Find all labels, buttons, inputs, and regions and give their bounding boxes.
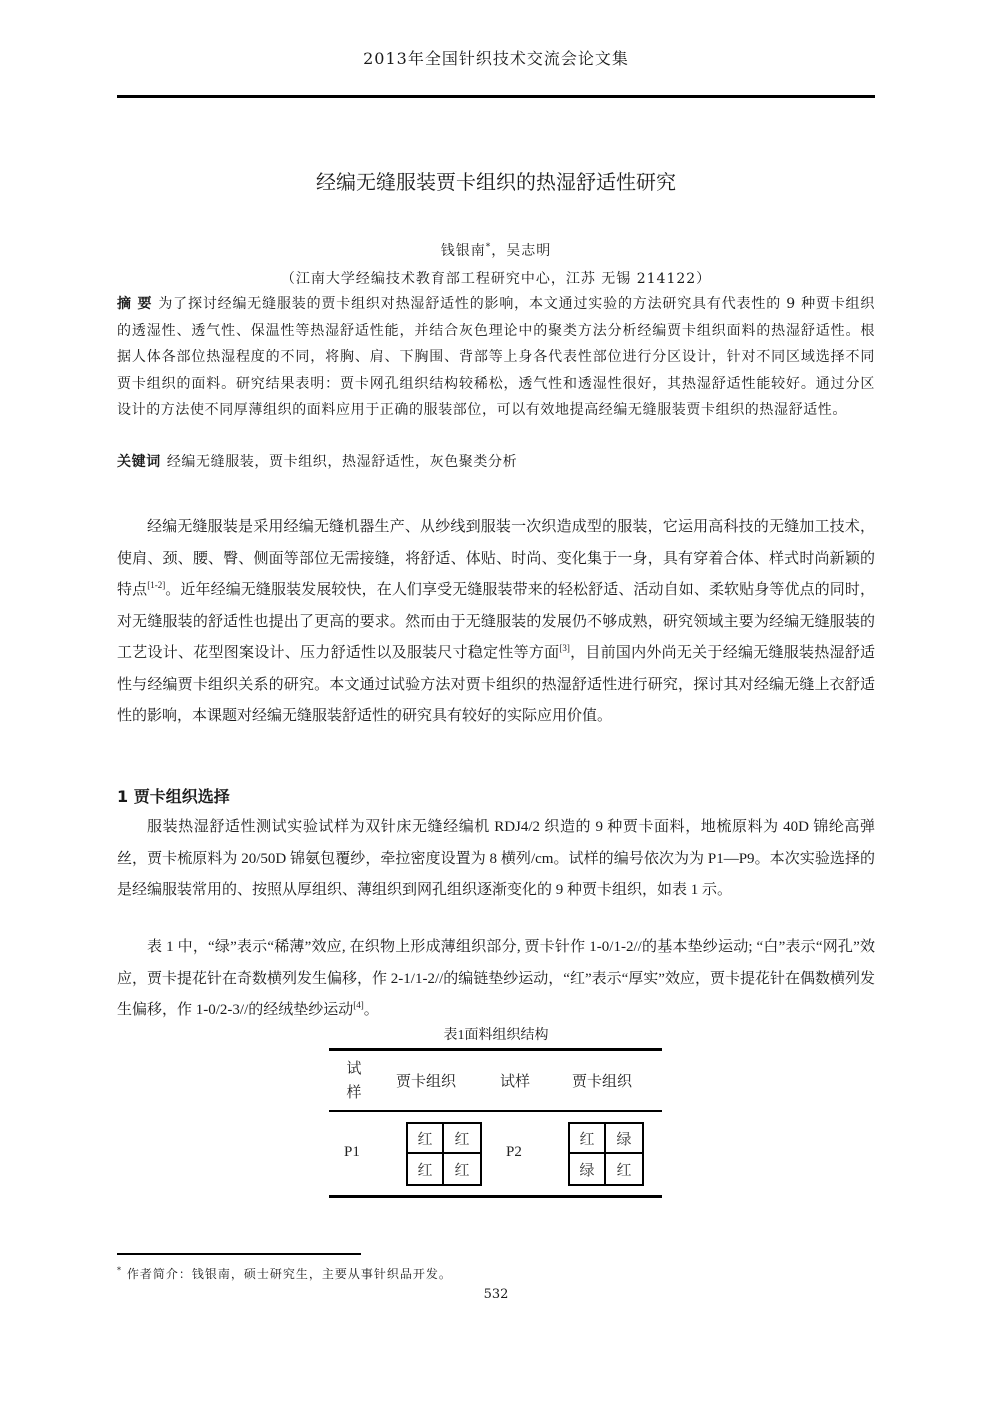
footnote-rule [117, 1253, 361, 1255]
author-footnote-mark: * [485, 242, 492, 253]
author-separator: ， [491, 243, 507, 259]
section-text: 表 1 中，“绿”表示“稀薄”效应, 在织物上形成薄组织部分, 贾卡针作 1-0/1-2//的基本垫纱运动; “白”表示“网孔”效应，贾卡提花针在奇数横列发生偏移，作 2-1/1-2//的编链垫纱运动，“红”表示“厚实”效应，贾卡提花针在偶数横列发生偏移，作 1-0/2-3//的经绒垫纱运动 [117, 939, 875, 1018]
page-number: 532 [483, 1287, 509, 1302]
citation: [1-2] [147, 580, 166, 590]
jacquard-grid [568, 1122, 644, 1186]
section-text: 。 [363, 1002, 379, 1018]
affiliation: （江南大学经编技术教育部工程研究中心，江苏 无锡 214122） [280, 271, 712, 287]
footnote-mark: * [117, 1266, 122, 1275]
running-header: 2013年全国针织技术交流会论文集 [363, 49, 629, 68]
intro-paragraph [117, 512, 875, 733]
intro-text: 。近年经编无缝服装发展较快，在人们享受无缝服装带来的轻松舒适、活动自如、柔软贴身等优点的同时，对无缝服装的舒适性也提出了更高的要求。然而由于无缝服装的发展仍不够成熟，研究领域主要为经编无缝服装的工艺设计、花型图案设计、压力舒适性以及服装尺寸稳定性等方面 [117, 582, 875, 661]
paper-title: 经编无缝服装贾卡组织的热湿舒适性研究 [316, 170, 676, 194]
grid-cell: 红 [444, 1124, 480, 1154]
footnote-text: 作者简介：钱银南，硕士研究生，主要从事针织品开发。 [126, 1267, 452, 1281]
table-header-sample: 试样 [500, 1072, 531, 1090]
abstract [117, 291, 875, 424]
header-rule [117, 95, 875, 98]
grid-cell: 红 [408, 1154, 444, 1184]
citation: [3] [559, 643, 570, 653]
author-name: 钱银南 [440, 243, 486, 259]
table-header-sample: 试样 [346, 1059, 362, 1101]
table-header-jacquard: 贾卡组织 [396, 1072, 457, 1090]
table-top-rule [329, 1048, 662, 1051]
intro-text: ，目前国内外尚无关于经编无缝服装热湿舒适性与经编贾卡组织关系的研究。本文通过试验方法对贾卡组织的热湿舒适性进行研究，探讨其对经编无缝上衣舒适性的影响，本课题对经编无缝服装舒适性的研究具有较好的实际应用价值。 [117, 645, 875, 724]
keywords-label: 关键词 [117, 454, 161, 470]
keywords [117, 451, 875, 471]
jacquard-grid [406, 1122, 482, 1186]
grid-cell: 红 [454, 1160, 470, 1179]
section-paragraph: 服装热湿舒适性测试实验试样为双针床无缝经编机 RDJ4/2 织造的 9 种贾卡面料，地梳原料为 40D 锦纶高弹丝，贾卡梳原料为 20/50D 锦氨包覆纱，牵拉密度设置为 8 横列/cm。试样的编号依次为为 P1—P9。本次实验选择的是经编服装常用的、按照从厚组织、薄组织到网孔组织逐渐变化的 9 种贾卡组织，如表 1 示。 [117, 819, 875, 898]
section-heading: 1 贾卡组织选择 [117, 787, 230, 806]
grid-cell: 红 [616, 1160, 632, 1179]
abstract-text: 为了探讨经编无缝服装的贾卡组织对热湿舒适性的影响，本文通过实验的方法研究具有代表性的 9 种贾卡组织的透湿性、透气性、保温性等热湿舒适性能，并结合灰色理论中的聚类方法分析经编贾卡组织面料的热湿舒适性。根据人体各部位热湿程度的不同，将胸、肩、下胸围、背部等上身各代表性部位进行分区设计，针对不同区域选择不同贾卡组织的面料。研究结果表明：贾卡网孔组织结构较稀松，透气性和透湿性很好，其热湿舒适性能较好。通过分区设计的方法使不同厚薄组织的面料应用于正确的服装部位，可以有效地提高经编无缝服装贾卡组织的热湿舒适性。 [117, 296, 875, 419]
grid-cell: 红 [570, 1124, 606, 1154]
table-caption: 表1面料组织结构 [443, 1028, 549, 1043]
keywords-text: 经编无缝服装，贾卡组织，热湿舒适性，灰色聚类分析 [166, 454, 518, 470]
section-paragraph [117, 932, 875, 1027]
table-cell-sample: P2 [506, 1144, 522, 1160]
footnote [117, 1265, 452, 1282]
grid-cell: 红 [408, 1124, 444, 1154]
grid-cell: 绿 [606, 1124, 642, 1154]
table-header-jacquard: 贾卡组织 [572, 1072, 633, 1090]
abstract-label: 摘 要 [117, 296, 153, 312]
table-cell-sample: P1 [344, 1144, 360, 1160]
author-name: 吴志明 [506, 243, 552, 259]
table-bottom-rule [329, 1195, 662, 1198]
authors [0, 240, 992, 260]
table-mid-rule [329, 1110, 662, 1112]
grid-cell: 绿 [570, 1154, 606, 1184]
citation: [4] [353, 1000, 364, 1010]
intro-text: 经编无缝服装是采用经编无缝机器生产、从纱线到服装一次织造成型的服装，它运用高科技的无缝加工技术，使肩、颈、腰、臀、侧面等部位无需接缝，将舒适、体贴、时尚、变化集于一身，具有穿着合体、样式时尚新颖的特点 [117, 519, 875, 598]
